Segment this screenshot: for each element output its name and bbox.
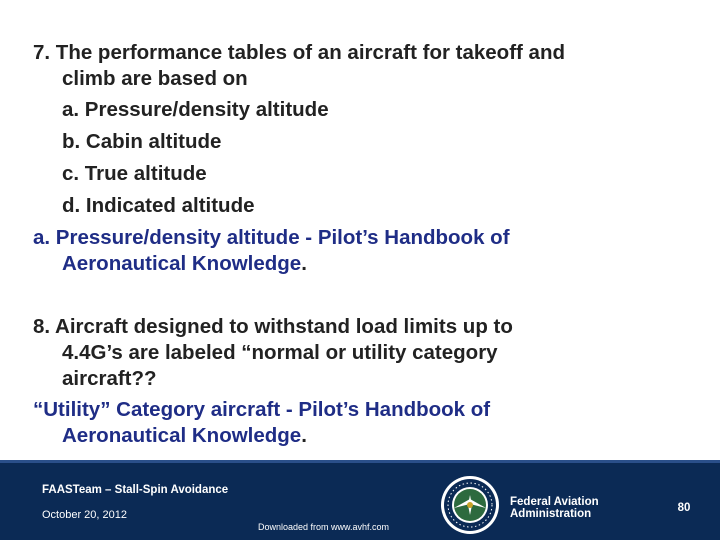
footer-date: October 20, 2012	[42, 509, 128, 521]
question7-answer-period: .	[301, 252, 307, 275]
question8-answer-period: .	[301, 424, 307, 447]
question7-answer-line2	[62, 251, 307, 277]
footer-divider	[0, 460, 720, 463]
faa-seal-icon	[440, 475, 500, 535]
agency-name-line1: Federal Aviation	[510, 496, 599, 508]
page-number: 80	[677, 502, 691, 514]
question8-answer-line2	[62, 423, 307, 449]
question8-stem-line2: 4.4G’s are labeled “normal or utility category	[62, 341, 498, 364]
question8-stem-line3: aircraft??	[62, 367, 157, 390]
question8-stem-line1: 8. Aircraft designed to withstand load limits up to	[33, 315, 513, 338]
agency-name	[510, 496, 599, 520]
footer-title: FAASTeam – Stall-Spin Avoidance	[42, 484, 229, 496]
question7-stem-line1: 7. The performance tables of an aircraft for takeoff and	[33, 41, 565, 64]
question7-option-a: a. Pressure/density altitude	[62, 98, 329, 121]
agency-name-line2: Administration	[510, 508, 592, 520]
footer-bar	[0, 460, 720, 540]
question7-answer-text: Aeronautical Knowledge	[62, 252, 302, 275]
question7-option-b: b. Cabin altitude	[62, 130, 222, 153]
question7-answer-line1: a. Pressure/density altitude - Pilot’s Handbook of	[33, 226, 510, 249]
question7-option-d: d. Indicated altitude	[62, 194, 255, 217]
question7-option-c: c. True altitude	[62, 162, 207, 185]
question8-answer-text: Aeronautical Knowledge	[62, 424, 302, 447]
question8-answer-line1: “Utility” Category aircraft - Pilot’s Handbook of	[33, 398, 491, 421]
question7-stem-line2: climb are based on	[62, 67, 248, 90]
footer-source: Downloaded from www.avhf.com	[258, 522, 390, 532]
